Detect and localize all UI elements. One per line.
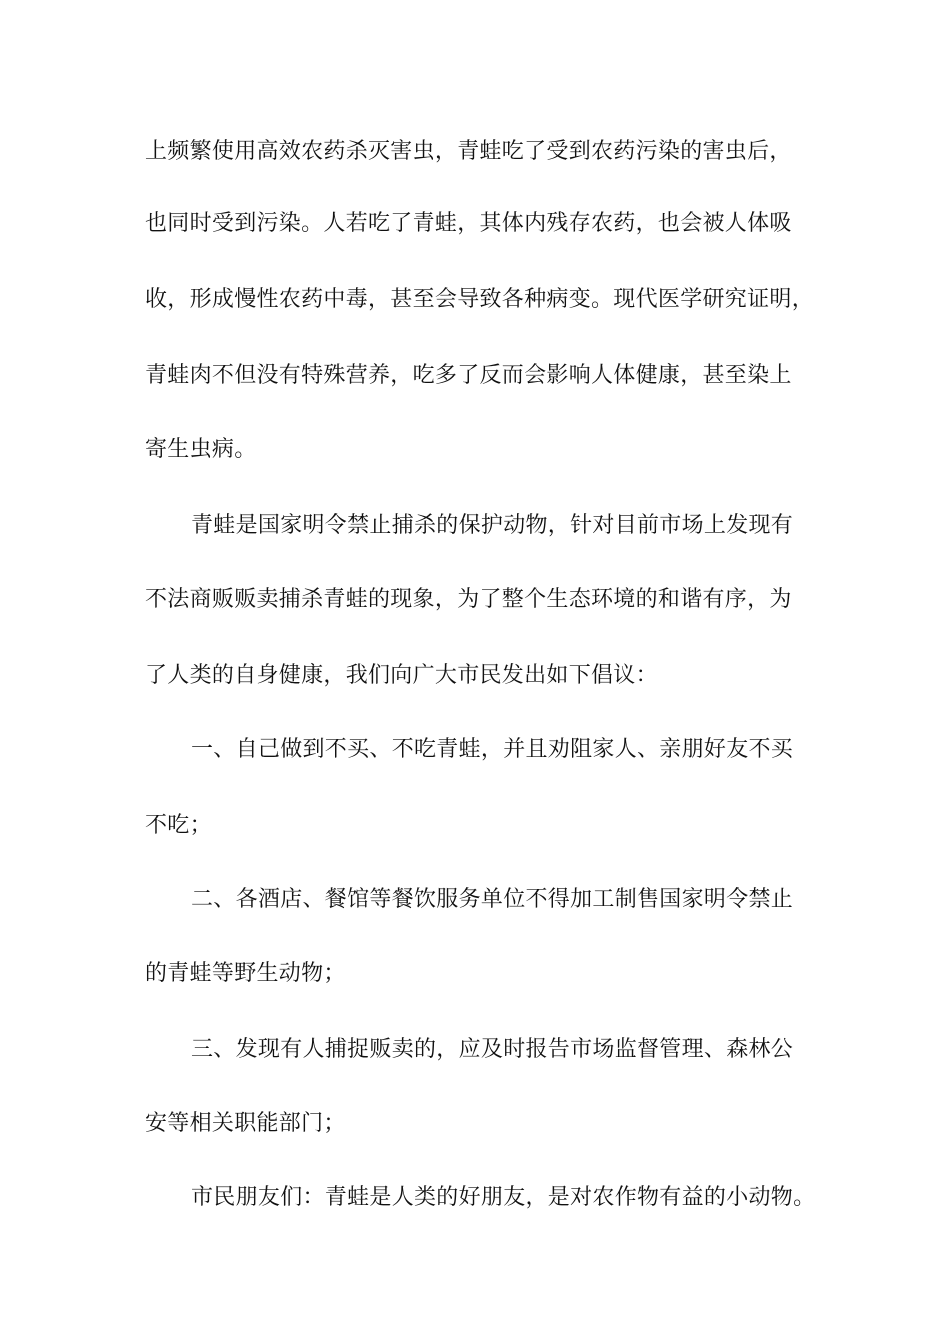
text-line-3: 收，形成慢性农药中毒，甚至会导致各种病变。现代医学研究证明， xyxy=(145,287,815,312)
text-line-7: 不法商贩贩卖捕杀青蛙的现象，为了整个生态环境的和谐有序，为 xyxy=(145,587,792,612)
text-line-1: 上频繁使用高效农药杀灭害虫，青蛙吃了受到农药污染的害虫后， xyxy=(145,139,792,164)
text-line-2: 也同时受到污染。人若吃了青蛙，其体内残存农药，也会被人体吸 xyxy=(145,211,792,236)
text-line-13: 三、发现有人捕捉贩卖的，应及时报告市场监督管理、森林公 xyxy=(191,1037,794,1062)
text-line-6: 青蛙是国家明令禁止捕杀的保护动物，针对目前市场上发现有 xyxy=(191,513,794,538)
text-line-11: 二、各酒店、餐馆等餐饮服务单位不得加工制售国家明令禁止 xyxy=(191,887,794,912)
text-line-14: 安等相关职能部门； xyxy=(145,1111,346,1136)
text-line-4: 青蛙肉不但没有特殊营养，吃多了反而会影响人体健康，甚至染上 xyxy=(145,363,792,388)
text-line-8: 了人类的自身健康，我们向广大市民发出如下倡议： xyxy=(145,663,658,688)
text-line-5: 寄生虫病。 xyxy=(145,437,257,462)
text-line-10: 不吃； xyxy=(145,813,212,838)
text-line-15: 市民朋友们：青蛙是人类的好朋友，是对农作物有益的小动物。 xyxy=(191,1185,816,1210)
text-line-12: 的青蛙等野生动物； xyxy=(145,961,346,986)
text-line-9: 一、自己做到不买、不吃青蛙，并且劝阻家人、亲朋好友不买 xyxy=(191,737,794,762)
